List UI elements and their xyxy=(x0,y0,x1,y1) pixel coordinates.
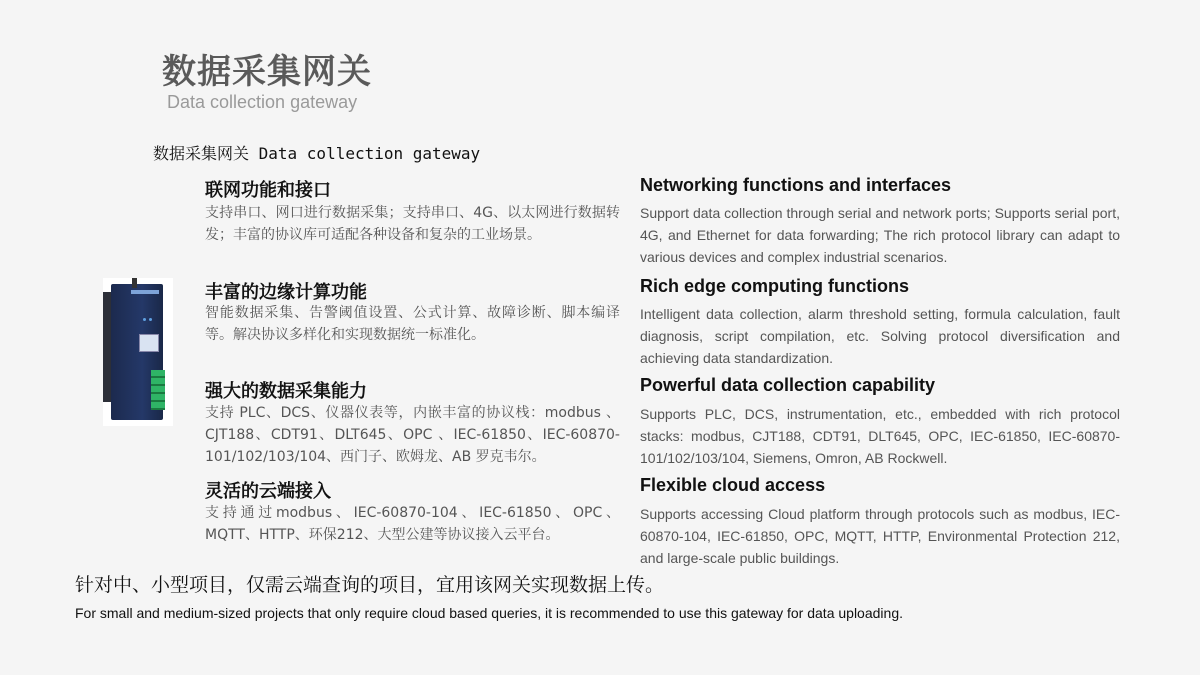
section-1-body-en: Support data collection through serial and network ports; Supports serial port, 4G, and Ethernet for data forwarding; The rich protocol library can adapt to various devices and complex industrial scenarios. xyxy=(640,205,1120,265)
section-2-body-en: Intelligent data collection, alarm threshold setting, formula calculation, fault diagnosis, script compilation, etc. Solving protocol diversification and achieving data standardization. xyxy=(640,306,1120,366)
page-subtitle: 数据采集网关 Data collection gateway xyxy=(153,144,481,163)
status-led xyxy=(149,318,152,321)
page-title: 数据采集网关 xyxy=(162,52,372,92)
device-label xyxy=(131,290,159,294)
section-1-body-cn: 支持串口、网口进行数据采集；支持串口、4G、以太网进行数据转发；丰富的协议库可适配各种设备和复杂的工业场景。 xyxy=(205,205,620,243)
section-4-body-en: Supports accessing Cloud platform through protocols such as modbus, IEC-60870-104, IEC-61850, OPC, MQTT, HTTP, Environmental Protection 212, and large-scale public buildings. xyxy=(640,506,1120,566)
section-1-title-cn: 联网功能和接口 xyxy=(205,180,331,200)
section-2-title-cn: 丰富的边缘计算功能 xyxy=(205,282,367,302)
page-title-en: Data collection gateway xyxy=(167,92,358,112)
section-4-body-cn: 支持通过modbus、IEC-60870-104、IEC-61850、OPC、MQTT、HTTP、环保212、大型公建等协议接入云平台。 xyxy=(205,505,620,543)
section-3-body-en: Supports PLC, DCS, instrumentation, etc., embedded with rich protocol stacks: modbus, CJT188, CDT91, DLT645, OPC, IEC-61850, IEC-60870-101/102/103/104, Siemens, Omron, AB Rockwell. xyxy=(640,406,1120,466)
section-3-title-cn: 强大的数据采集能力 xyxy=(205,381,367,401)
footer-note-en: For small and medium-sized projects that only require cloud based queries, it is recommended to use this gateway for data uploading. xyxy=(75,605,903,621)
section-2-body-cn: 智能数据采集、告警阈值设置、公式计算、故障诊断、脚本编译等。解决协议多样化和实现数据统一标准化。 xyxy=(205,305,620,343)
section-3-title-en: Powerful data collection capability xyxy=(640,375,936,395)
section-3-body-cn: 支持 PLC、DCS、仪器仪表等，内嵌丰富的协议栈：modbus 、CJT188、CDT91、DLT645、OPC 、IEC-61850、IEC-60870-101/102/103/104、西门子、欧姆龙、AB 罗克韦尔。 xyxy=(205,405,620,465)
status-led xyxy=(143,318,146,321)
gateway-device-image xyxy=(103,278,173,426)
antenna xyxy=(132,278,137,288)
terminal-block xyxy=(151,370,165,410)
device-qr-panel xyxy=(139,334,159,352)
section-4-title-en: Flexible cloud access xyxy=(640,475,826,495)
section-1-title-en: Networking functions and interfaces xyxy=(640,175,952,195)
section-2-title-en: Rich edge computing functions xyxy=(640,276,909,296)
section-4-title-cn: 灵活的云端接入 xyxy=(205,481,331,501)
footer-note-cn: 针对中、小型项目，仅需云端查询的项目，宜用该网关实现数据上传。 xyxy=(75,574,665,596)
